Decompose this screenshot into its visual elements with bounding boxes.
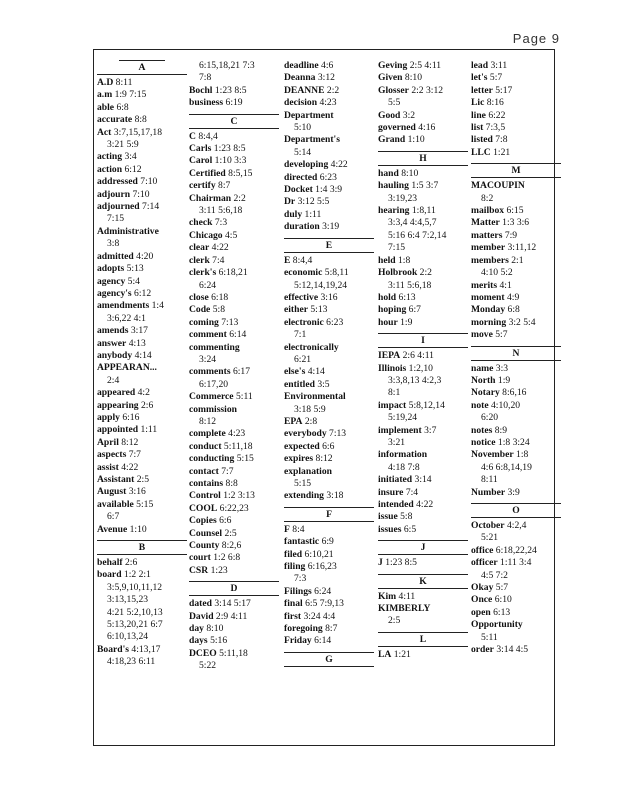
index-entry: agency's 6:12: [97, 287, 152, 299]
index-column-2: [189, 60, 279, 673]
index-entry: County 8:2,6: [189, 540, 242, 552]
index-entry: members 2:1: [471, 254, 524, 266]
section-letter-header: [378, 540, 468, 555]
index-entry: November 1:8: [471, 449, 529, 461]
index-entry: duration 3:19: [284, 221, 340, 233]
index-entry-continuation: 2:5: [388, 615, 401, 627]
section-letter-header: [471, 346, 561, 361]
index-entry: final 6:5 7:9,13: [284, 598, 344, 610]
index-entry-continuation: 3:5,9,10,11,12: [107, 581, 163, 593]
index-entry-continuation: 3:21 5:9: [107, 139, 139, 151]
index-entry-continuation: 5:21: [481, 532, 499, 544]
index-entry: filed 6:10,21: [284, 548, 334, 560]
index-entry: Docket 1:4 3:9: [284, 184, 343, 196]
index-entry-continuation: 7:1: [294, 329, 307, 341]
section-letter: M: [511, 165, 521, 177]
index-entry-continuation: 6:24: [199, 279, 217, 291]
index-entry: Commerce 5:11: [189, 391, 253, 403]
index-entry: line 6:22: [471, 109, 506, 121]
index-entry: either 5:13: [284, 304, 328, 316]
index-entry: court 1:2 6:8: [189, 552, 241, 564]
section-letter: G: [325, 653, 333, 665]
index-entry: KIMBERLY: [378, 603, 431, 615]
index-entry-continuation: 4:18,23 6:11: [107, 656, 156, 668]
index-entry: notes 8:9: [471, 424, 507, 436]
index-entry: dated 3:14 5:17: [189, 598, 251, 610]
index-entry: check 7:3: [189, 217, 228, 229]
index-entry: C 8:4,4: [189, 130, 218, 142]
index-entry: COOL 6:22,23: [189, 502, 249, 514]
index-entry: held 1:8: [378, 254, 411, 266]
index-entry-continuation: 8:12: [199, 415, 217, 427]
index-entry: business 6:19: [189, 97, 243, 109]
section-letter-header: [189, 581, 279, 596]
index-entry: issue 5:8: [378, 511, 413, 523]
index-entry: Chairman 2:2: [189, 192, 246, 204]
index-entry: admitted 4:20: [97, 250, 154, 262]
index-entry-continuation: 3:13,15,23: [107, 594, 149, 606]
index-entry: information: [378, 449, 428, 461]
section-letter: E: [325, 239, 333, 251]
section-letter: B: [138, 542, 146, 554]
index-entry: answer 4:13: [97, 337, 146, 349]
index-entry: officer 1:11 3:4: [471, 557, 532, 569]
index-entry-continuation: 5:19,24: [388, 412, 418, 424]
index-entry: complete 4:23: [189, 428, 246, 440]
index-entry: IEPA 2:6 4:11: [378, 350, 434, 362]
index-entry: adjourn 7:10: [97, 188, 150, 200]
index-entry: April 8:12: [97, 436, 139, 448]
index-entry: member 3:11,12: [471, 242, 537, 254]
index-entry-continuation: 3:19,23: [388, 192, 418, 204]
section-letter: C: [230, 115, 238, 127]
index-entry-continuation: 3:11 5:6,18: [388, 279, 432, 291]
index-entry: Administrative: [97, 225, 159, 237]
index-entry: entitled 3:5: [284, 378, 330, 390]
index-entry-continuation: 5:11: [481, 631, 498, 643]
index-entry-continuation: 7:15: [388, 242, 406, 254]
index-entry-continuation: 4:6 6:8,14,19: [481, 461, 532, 473]
index-entry: decision 4:23: [284, 97, 337, 109]
index-entry: Department: [284, 109, 334, 121]
index-entry: agency 5:4: [97, 275, 140, 287]
index-entry: Code 5:8: [189, 304, 225, 316]
section-letter-header: [378, 632, 468, 647]
section-letter: F: [326, 508, 332, 520]
index-entry-continuation: 3:6,22 4:1: [107, 312, 146, 324]
index-entry: developing 4:22: [284, 159, 348, 171]
index-entry: adjourned 7:14: [97, 201, 160, 213]
section-letter-header: [284, 652, 374, 667]
index-entry-continuation: 6:7: [107, 511, 120, 523]
index-entry: morning 3:2 5:4: [471, 316, 536, 328]
index-entry: let's 5:7: [471, 72, 503, 84]
index-entry: contains 8:8: [189, 478, 238, 489]
index-entry: issues 6:5: [378, 523, 417, 535]
index-entry: commenting: [189, 341, 240, 353]
index-entry: fantastic 6:9: [284, 536, 334, 548]
index-entry: lead 3:11: [471, 60, 508, 71]
index-entry: hand 8:10: [378, 167, 419, 179]
index-entry: order 3:14 4:5: [471, 644, 529, 656]
index-entry-continuation: 3:3,4 4:4,5,7: [388, 217, 437, 229]
index-entry: Dr 3:12 5:5: [284, 196, 330, 208]
index-entry: CSR 1:23: [189, 564, 228, 576]
index-entry: anybody 4:14: [97, 349, 152, 361]
index-entry-continuation: 7:3: [294, 573, 307, 585]
index-entry: DEANNE 2:2: [284, 84, 340, 96]
index-entry: EPA 2:8: [284, 415, 318, 427]
index-entry: board 1:2 2:1: [97, 569, 151, 581]
section-letter-header: [378, 574, 468, 589]
index-entry: directed 6:23: [284, 171, 337, 183]
index-entry: Copies 6:6: [189, 515, 232, 527]
index-entry: behalf 2:6: [97, 557, 138, 569]
section-letter: I: [421, 335, 425, 347]
index-entry: amendments 1:4: [97, 300, 164, 312]
index-entry: Notary 8:6,16: [471, 387, 527, 399]
index-entry: else's 4:14: [284, 366, 325, 378]
index-entry-continuation: 8:11: [481, 474, 498, 486]
index-entry: a.m 1:9 7:15: [97, 89, 147, 101]
index-entry: Grand 1:10: [378, 134, 425, 146]
index-entry-continuation: 8:1: [388, 387, 401, 399]
index-entry: expected 6:6: [284, 440, 335, 452]
section-letter: L: [419, 633, 427, 645]
section-letter: N: [512, 347, 520, 359]
index-entry: conducting 5:15: [189, 453, 254, 465]
index-entry: October 4:2,4: [471, 520, 527, 531]
index-entry: certify 8:7: [189, 180, 231, 192]
index-entry: North 1:9: [471, 374, 511, 386]
index-entry-continuation: 5:12,14,19,24: [294, 279, 348, 291]
index-entry: deadline 4:6: [284, 60, 334, 71]
index-entry: Assistant 2:5: [97, 474, 149, 485]
index-entry-continuation: 3:24: [199, 353, 217, 365]
index-entry: clerk 7:4: [189, 254, 225, 266]
index-entry: filing 6:16,23: [284, 561, 337, 573]
index-entry: amends 3:17: [97, 325, 148, 337]
index-entry-continuation: 6:15,18,21 7:3: [199, 60, 255, 71]
index-entry: August 3:16: [97, 486, 146, 498]
index-entry-continuation: 3:18 5:9: [294, 403, 326, 415]
section-letter: A: [138, 62, 146, 73]
index-column-4: [378, 60, 468, 661]
index-entry: David 2:9 4:11: [189, 610, 248, 622]
index-entry: governed 4:16: [378, 122, 436, 134]
index-entry: Act 3:7,15,17,18: [97, 126, 163, 138]
index-entry: Carls 1:23 8:5: [189, 143, 246, 155]
index-entry: foregoing 8:7: [284, 623, 338, 635]
index-entry: Illinois 1:2,10: [378, 362, 433, 374]
index-entry: merits 4:1: [471, 279, 512, 291]
index-entry: close 6:18: [189, 291, 229, 303]
index-entry: LLC 1:21: [471, 146, 511, 158]
index-entry: able 6:8: [97, 101, 129, 113]
index-entry-continuation: 6:20: [481, 412, 499, 424]
index-entry: open 6:13: [471, 606, 511, 618]
index-entry: Environmental: [284, 391, 346, 403]
index-entry: Carol 1:10 3:3: [189, 155, 247, 167]
index-entry: Avenue 1:10: [97, 523, 147, 535]
index-entry: name 3:3: [471, 362, 509, 374]
index-entry: electronically: [284, 341, 339, 353]
index-entry: adopts 5:13: [97, 263, 144, 275]
index-entry-continuation: 4:5 7:2: [481, 569, 508, 581]
section-letter-header: [378, 333, 468, 348]
index-entry: day 8:10: [189, 623, 224, 635]
index-entry: Filings 6:24: [284, 585, 332, 597]
index-entry: economic 5:8,11: [284, 267, 349, 279]
index-entry: APPEARAN...: [97, 362, 157, 374]
index-entry-continuation: 5:22: [199, 660, 217, 672]
section-letter-header: [284, 507, 374, 522]
index-entry: available 5:15: [97, 498, 154, 510]
index-entry: notice 1:8 3:24: [471, 436, 530, 448]
index-entry-continuation: 4:21 5:2,10,13: [107, 606, 163, 618]
index-entry: Board's 4:13,17: [97, 643, 161, 655]
index-entry: appointed 1:11: [97, 424, 158, 436]
index-entry: note 4:10,20: [471, 399, 521, 411]
index-entry: Good 3:2: [378, 109, 416, 121]
section-letter-header: [284, 238, 374, 253]
index-entry: effective 3:16: [284, 291, 338, 303]
index-entry: J 1:23 8:5: [378, 557, 417, 569]
index-entry-continuation: 2:4: [107, 374, 120, 386]
index-entry: comment 6:14: [189, 329, 247, 341]
index-entry: initiated 3:14: [378, 474, 432, 486]
index-entry: acting 3:4: [97, 151, 137, 163]
section-letter-header: [471, 503, 561, 518]
section-letter: K: [419, 575, 427, 587]
index-entry: Number 3:9: [471, 486, 520, 498]
index-entry-continuation: 3:21: [388, 436, 406, 448]
index-entry: matters 7:9: [471, 229, 518, 241]
index-entry: Friday 6:14: [284, 635, 332, 647]
index-entry: hour 1:9: [378, 316, 413, 328]
index-entry: Matter 1:3 3:6: [471, 217, 530, 229]
index-entry-continuation: 4:18 7:8: [388, 461, 420, 473]
index-column-3: [284, 60, 374, 669]
index-entry-continuation: 3:11 5:6,18: [199, 205, 243, 217]
index-entry: duly 1:11: [284, 208, 322, 220]
index-entry: commission: [189, 403, 237, 415]
index-entry: expires 8:12: [284, 453, 333, 465]
index-entry-continuation: 5:13,20,21 6:7: [107, 619, 163, 631]
index-entry: listed 7:8: [471, 134, 508, 146]
index-entry: Once 6:10: [471, 594, 512, 606]
index-entry: moment 4:9: [471, 291, 520, 303]
index-entry: F 8:4: [284, 523, 305, 535]
index-entry-continuation: 6:17,20: [199, 378, 229, 390]
index-entry-continuation: 3:3,8,13 4:2,3: [388, 374, 442, 386]
index-entry: Given 8:10: [378, 72, 422, 84]
section-letter-header: [97, 540, 187, 555]
index-entry: Lic 8:16: [471, 97, 504, 109]
index-column-1: [97, 60, 187, 669]
index-entry: Control 1:2 3:13: [189, 490, 255, 502]
index-entry: contact 7:7: [189, 465, 234, 477]
index-entry: assist 4:22: [97, 461, 139, 473]
index-entry: Glosser 2:2 3:12: [378, 84, 444, 96]
index-entry: A.D 8:11: [97, 77, 133, 88]
index-entry: intended 4:22: [378, 499, 434, 510]
index-entry: clear 4:22: [189, 242, 229, 254]
index-entry: appearing 2:6: [97, 399, 154, 411]
index-entry: addressed 7:10: [97, 176, 158, 188]
index-entry: Department's: [284, 134, 340, 146]
section-letter: O: [512, 505, 520, 516]
index-entry-continuation: 5:15: [294, 478, 312, 489]
index-entry: Kim 4:11: [378, 590, 416, 602]
index-entry: Certified 8:5,15: [189, 167, 253, 179]
index-entry: explanation: [284, 465, 332, 477]
index-entry: comments 6:17: [189, 366, 251, 378]
index-entry-continuation: 6:21: [294, 353, 312, 365]
index-entry-continuation: 5:5: [388, 97, 401, 109]
index-entry: electronic 6:23: [284, 316, 344, 328]
section-letter-header: [97, 60, 187, 75]
index-entry: everybody 7:13: [284, 428, 347, 440]
index-entry: days 5:16: [189, 635, 228, 647]
section-letter-header: [378, 151, 468, 166]
index-entry: impact 5:8,12,14: [378, 399, 445, 411]
index-entry-continuation: 5:16 6:4 7:2,14: [388, 229, 447, 241]
index-entry: Okay 5:7: [471, 582, 509, 594]
index-entry: Bochl 1:23 8:5: [189, 84, 247, 96]
index-entry: Counsel 2:5: [189, 527, 237, 539]
index-entry: insure 7:4: [378, 486, 419, 498]
index-entry: hauling 1:5 3:7: [378, 180, 439, 192]
index-entry-continuation: 5:10: [294, 122, 312, 134]
index-entry: E 8:4,4: [284, 254, 313, 266]
index-entry: accurate 8:8: [97, 114, 147, 126]
index-entry: clerk's 6:18,21: [189, 267, 248, 279]
index-entry: implement 3:7: [378, 424, 437, 436]
index-entry: action 6:12: [97, 163, 142, 175]
index-entry: DCEO 5:11,18: [189, 647, 248, 659]
index-entry: hold 6:13: [378, 291, 416, 303]
section-letter-header: [189, 114, 279, 129]
index-entry: coming 7:13: [189, 316, 239, 328]
index-entry: appeared 4:2: [97, 387, 150, 399]
index-entry: LA 1:21: [378, 648, 411, 660]
index-entry: Monday 6:8: [471, 304, 520, 316]
index-entry: letter 5:17: [471, 84, 513, 96]
index-entry: list 7:3,5: [471, 122, 506, 134]
index-entry-continuation: 3:8: [107, 238, 120, 250]
index-entry: apply 6:16: [97, 411, 140, 423]
index-entry: aspects 7:7: [97, 449, 141, 461]
index-entry: office 6:18,22,24: [471, 544, 537, 556]
index-entry: Opportunity: [471, 619, 523, 631]
index-entry-continuation: 5:14: [294, 146, 312, 158]
index-entry: MACOUPIN: [471, 180, 525, 192]
page-number: Page 9: [512, 31, 560, 46]
section-letter: H: [419, 152, 427, 164]
section-letter: D: [230, 583, 238, 595]
index-entry-continuation: 7:15: [107, 213, 125, 225]
index-entry: conduct 5:11,18: [189, 440, 253, 452]
index-entry-continuation: 7:8: [199, 72, 212, 84]
index-entry: hearing 1:8,11: [378, 205, 436, 217]
index-entry: Chicago 4:5: [189, 229, 238, 241]
index-entry: extending 3:18: [284, 490, 344, 502]
index-entry: Deanna 3:12: [284, 72, 335, 84]
index-entry: Geving 2:5 4:11: [378, 60, 442, 71]
index-entry-continuation: 8:2: [481, 192, 494, 204]
index-entry: Holbrook 2:2: [378, 267, 432, 279]
index-entry: move 5:7: [471, 329, 508, 341]
index-entry: hoping 6:7: [378, 304, 421, 316]
index-entry-continuation: 6:10,13,24: [107, 631, 149, 643]
section-letter-header: [471, 163, 561, 178]
index-column-5: [471, 60, 561, 656]
index-entry-continuation: 4:10 5:2: [481, 267, 513, 279]
index-entry: mailbox 6:15: [471, 205, 524, 217]
index-entry: first 3:24 4:4: [284, 610, 336, 622]
section-letter: J: [420, 542, 426, 554]
